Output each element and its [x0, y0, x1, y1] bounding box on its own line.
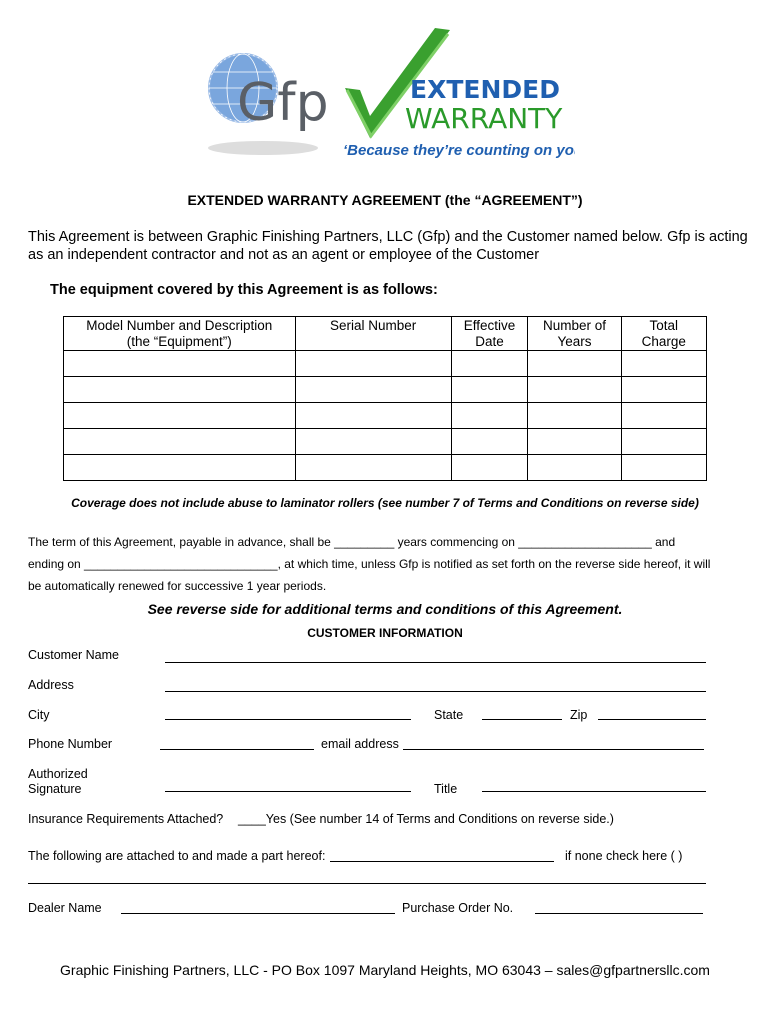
logo-extended: EXTENDED: [410, 75, 560, 104]
table-cell[interactable]: [295, 403, 451, 429]
table-row: [64, 429, 707, 455]
phone-label: Phone Number: [28, 737, 113, 751]
customer-info-heading: CUSTOMER INFORMATION: [307, 626, 463, 640]
table-cell[interactable]: [528, 455, 621, 481]
attachments-label: The following are attached to and made a part hereof:: [28, 849, 326, 863]
header-model: Model Number and Description (the “Equipment”): [64, 317, 296, 351]
table-cell[interactable]: [295, 455, 451, 481]
term-line-2: ending on _____________________________, at which time, unless Gfp is notified as set forth on the reverse side hereof, it will: [28, 557, 711, 571]
zip-label: Zip: [570, 708, 588, 722]
attachments-field[interactable]: [330, 861, 554, 862]
term-line-3: be automatically renewed for successive 1 year periods.: [28, 579, 327, 593]
header-serial: Serial Number: [295, 317, 451, 351]
equipment-heading: The equipment covered by this Agreement is as follows:: [50, 282, 438, 298]
table-cell[interactable]: [451, 455, 528, 481]
state-field[interactable]: [482, 719, 562, 720]
table-row: [64, 351, 707, 377]
table-row: [64, 403, 707, 429]
table-cell[interactable]: [528, 403, 621, 429]
table-cell[interactable]: [621, 351, 706, 377]
table-cell[interactable]: [528, 429, 621, 455]
page-title: EXTENDED WARRANTY AGREEMENT (the “AGREEMENT”): [187, 192, 583, 208]
coverage-note: Coverage does not include abuse to laminator rollers (see number 7 of Terms and Conditions on reverse side): [71, 496, 699, 510]
table-cell[interactable]: [64, 455, 296, 481]
footer-contact: Graphic Finishing Partners, LLC - PO Box 1097 Maryland Heights, MO 63043 – sales@gfpartnersllc.com: [60, 962, 710, 978]
table-cell[interactable]: [528, 377, 621, 403]
address-field[interactable]: [165, 691, 706, 692]
city-label: City: [28, 708, 50, 722]
city-field[interactable]: [165, 719, 411, 720]
table-cell[interactable]: [621, 377, 706, 403]
table-cell[interactable]: [621, 455, 706, 481]
table-cell[interactable]: [64, 377, 296, 403]
table-cell[interactable]: [64, 429, 296, 455]
title-field[interactable]: [482, 791, 706, 792]
table-cell[interactable]: [528, 351, 621, 377]
table-cell[interactable]: [451, 351, 528, 377]
table-cell[interactable]: [451, 403, 528, 429]
if-none-checkbox[interactable]: if none check here ( ): [565, 849, 683, 863]
reverse-side-note: See reverse side for additional terms and conditions of this Agreement.: [147, 601, 623, 617]
po-label: Purchase Order No.: [402, 901, 514, 915]
table-cell[interactable]: [295, 429, 451, 455]
table-cell[interactable]: [295, 351, 451, 377]
dealer-field[interactable]: [121, 913, 395, 914]
header-total-charge: Total Charge: [621, 317, 706, 351]
title-label: Title: [434, 782, 458, 796]
table-cell[interactable]: [451, 429, 528, 455]
logo-warranty: WARRANTY: [405, 102, 563, 135]
header-effective-date: Effective Date: [451, 317, 528, 351]
table-cell[interactable]: [295, 377, 451, 403]
logo-tagline: ‘Because they’re counting on you’: [343, 142, 575, 159]
term-line-1: The term of this Agreement, payable in advance, shall be _________ years commencing on ____________________ and: [28, 535, 676, 549]
insurance-label: Insurance Requirements Attached?: [28, 812, 224, 826]
table-cell[interactable]: [64, 351, 296, 377]
email-field[interactable]: [403, 749, 704, 750]
table-cell[interactable]: [64, 403, 296, 429]
table-row: [64, 377, 707, 403]
header-years: Number of Years: [528, 317, 621, 351]
state-label: State: [434, 708, 464, 722]
table-cell[interactable]: [621, 403, 706, 429]
company-logo: [205, 28, 575, 163]
customer-name-label: Customer Name: [28, 648, 119, 662]
intro-paragraph: This Agreement is between Graphic Finishing Partners, LLC (Gfp) and the Customer named below. Gfp is acting as an independent contractor and not as an agent or employee of the Customer: [28, 229, 748, 263]
attachments-extra-line[interactable]: [28, 883, 706, 884]
logo-brand: Gfp: [237, 73, 329, 133]
phone-field[interactable]: [160, 749, 314, 750]
table-cell[interactable]: [621, 429, 706, 455]
customer-name-field[interactable]: [165, 662, 706, 663]
address-label: Address: [28, 678, 74, 692]
table-header-row: [64, 317, 707, 351]
po-field[interactable]: [535, 913, 703, 914]
table-cell[interactable]: [451, 377, 528, 403]
insurance-yes-field[interactable]: ____Yes (See number 14 of Terms and Conditions on reverse side.): [238, 812, 614, 826]
equipment-table: [63, 316, 707, 481]
signature-label: Signature: [28, 782, 82, 796]
signature-field[interactable]: [165, 791, 411, 792]
email-label: email address: [321, 737, 399, 751]
dealer-label: Dealer Name: [28, 901, 102, 915]
authorized-label: Authorized: [28, 767, 88, 781]
zip-field[interactable]: [598, 719, 706, 720]
table-row: [64, 455, 707, 481]
